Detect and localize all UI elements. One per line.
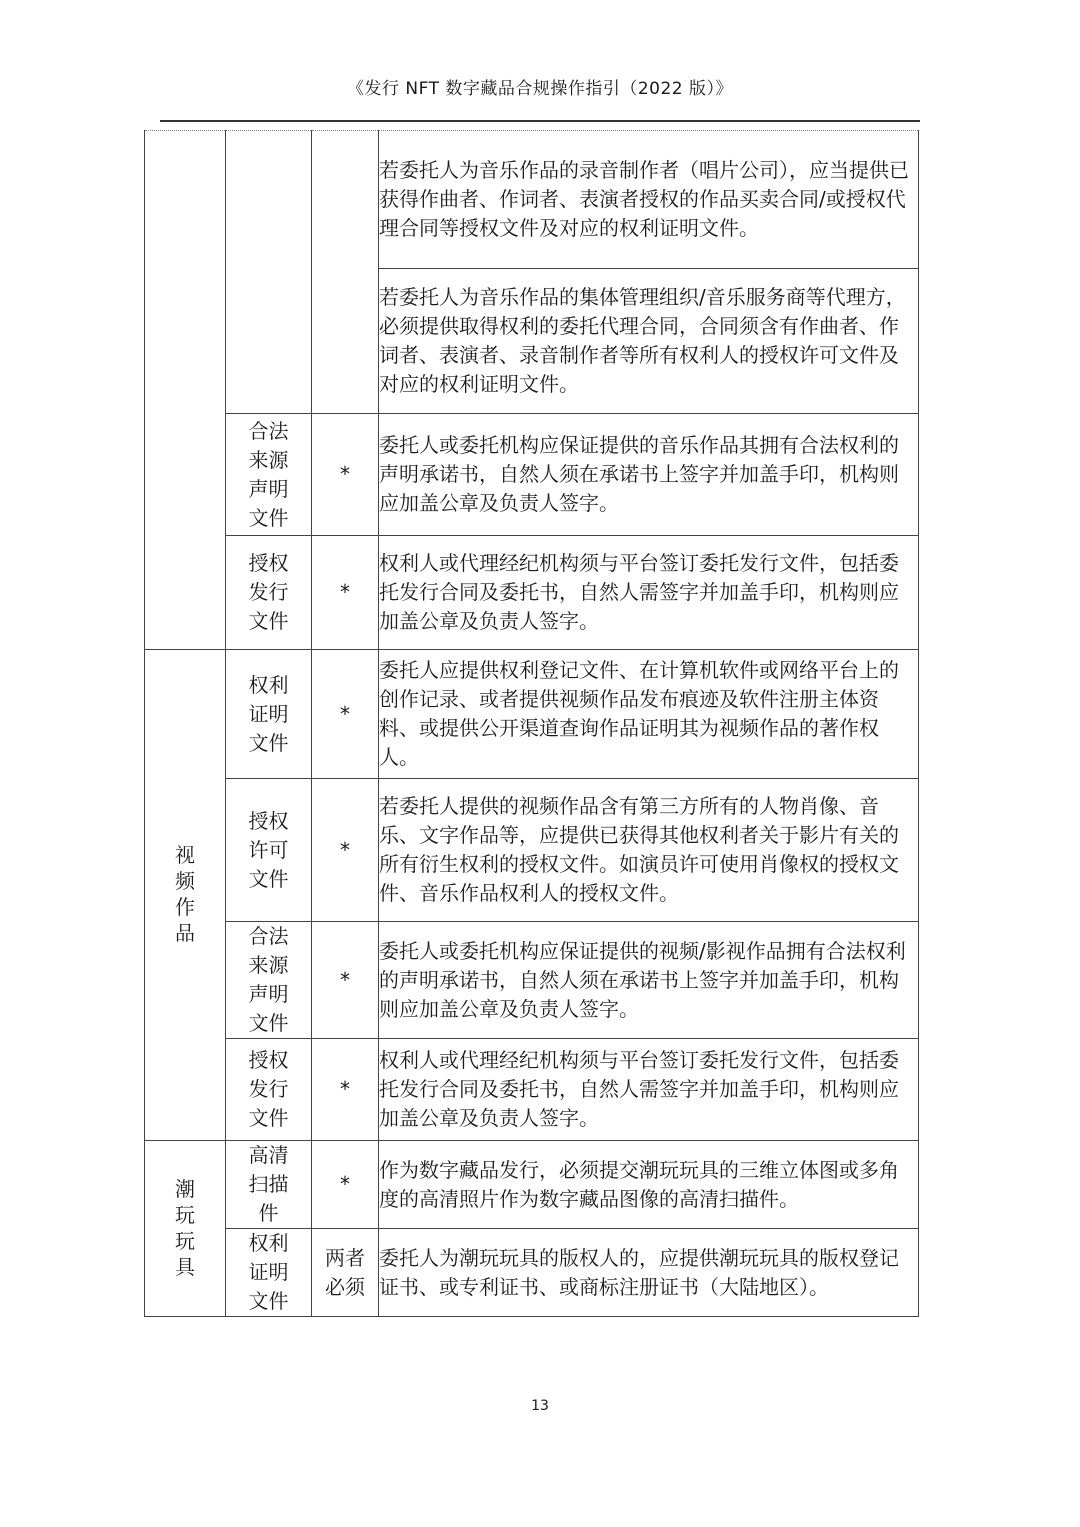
table-row: [145, 1229, 919, 1317]
description-cell: 委托人或委托机构应保证提供的音乐作品其拥有合法权利的声明承诺书，自然人须在承诺书上签字并加盖手印，机构则应加盖公章及负责人签字。: [379, 414, 919, 536]
header-rule: [160, 120, 920, 122]
description-cell: 作为数字藏品发行，必须提交潮玩玩具的三维立体图或多角度的高清照片作为数字藏品图像的高清扫描件。: [379, 1141, 919, 1229]
category-cell-music-continued: [145, 131, 226, 650]
description-cell: 权利人或代理经纪机构须与平台签订委托发行文件，包括委托发行合同及委托书，自然人需签字并加盖手印，机构则应加盖公章及负责人签字。: [379, 536, 919, 650]
requirements-table: [144, 130, 919, 1317]
description-cell: 委托人应提供权利登记文件、在计算机软件或网络平台上的创作记录、或者提供视频作品发布痕迹及软件注册主体资料、或提供公开渠道查询作品证明其为视频作品的著作权人。: [379, 650, 919, 779]
description-cell: 委托人为潮玩玩具的版权人的，应提供潮玩玩具的版权登记证书、或专利证书、或商标注册证书（大陆地区）。: [379, 1229, 919, 1317]
table-row: [145, 536, 919, 650]
required-cell: [312, 1229, 379, 1317]
description-cell: 权利人或代理经纪机构须与平台签订委托发行文件，包括委托发行合同及委托书，自然人需签字并加盖手印，机构则应加盖公章及负责人签字。: [379, 1039, 919, 1141]
doc-type-cell: [226, 414, 312, 536]
doc-type-label: 授权发行文件: [248, 1048, 289, 1130]
table-row: [145, 1141, 919, 1229]
required-mark: *: [312, 1141, 379, 1229]
table-row: [145, 131, 919, 269]
required-mark: *: [312, 536, 379, 650]
table-row: [145, 650, 919, 779]
doc-type-label: 合法来源声明文件: [248, 418, 289, 530]
required-cell-empty: [312, 131, 379, 414]
doc-type-label: 合法来源声明文件: [248, 924, 289, 1035]
doc-type-label: 高清扫描件: [248, 1143, 289, 1225]
doc-type-label: 授权发行文件: [248, 551, 289, 633]
table-row: [145, 922, 919, 1039]
category-cell-video: [145, 650, 226, 1141]
description-cell: 委托人或委托机构应保证提供的视频/影视作品拥有合法权利的声明承诺书，自然人须在承诺书上签字并加盖手印，机构则应加盖公章及负责人签字。: [379, 922, 919, 1039]
doc-type-cell: [226, 922, 312, 1039]
page-number: 13: [531, 1398, 549, 1414]
doc-type-cell: [226, 1141, 312, 1229]
required-mark: *: [312, 922, 379, 1039]
required-mark: *: [312, 779, 379, 922]
doc-type-cell: [226, 536, 312, 650]
doc-type-cell: [226, 1229, 312, 1317]
description-cell: 若委托人为音乐作品的集体管理组织/音乐服务商等代理方，必须提供取得权利的委托代理合同，合同须含有作曲者、作词者、表演者、录音制作者等所有权利人的授权许可文件及对应的权利证明文件。: [379, 269, 919, 414]
document-header: 《发行 NFT 数字藏品合规操作指引（2022 版）》: [346, 79, 734, 99]
doc-type-cell: [226, 1039, 312, 1141]
description-cell: 若委托人为音乐作品的录音制作者（唱片公司），应当提供已获得作曲者、作词者、表演者授权的作品买卖合同/或授权代理合同等授权文件及对应的权利证明文件。: [379, 131, 919, 269]
table-row: [145, 779, 919, 922]
category-label: 视频作品: [175, 843, 195, 945]
description-cell: 若委托人提供的视频作品含有第三方所有的人物肖像、音乐、文字作品等，应提供已获得其他权利者关于影片有关的所有衍生权利的授权文件。如演员许可使用肖像权的授权文件、音乐作品权利人的授权文件。: [379, 779, 919, 922]
doc-type-label: 权利证明文件: [248, 1231, 289, 1313]
required-label: 两者必须: [325, 1245, 365, 1299]
doc-type-cell: [226, 650, 312, 779]
category-label: 潮玩玩具: [175, 1176, 195, 1279]
doc-type-cell: [226, 779, 312, 922]
category-cell-toy: [145, 1141, 226, 1317]
required-mark: *: [312, 414, 379, 536]
table-row: [145, 1039, 919, 1141]
doc-type-label: 权利证明文件: [248, 672, 289, 755]
required-mark: *: [312, 650, 379, 779]
doc-type-cell-empty: [226, 131, 312, 414]
required-mark: *: [312, 1039, 379, 1141]
doc-type-label: 授权许可文件: [248, 808, 289, 891]
table-row: [145, 414, 919, 536]
